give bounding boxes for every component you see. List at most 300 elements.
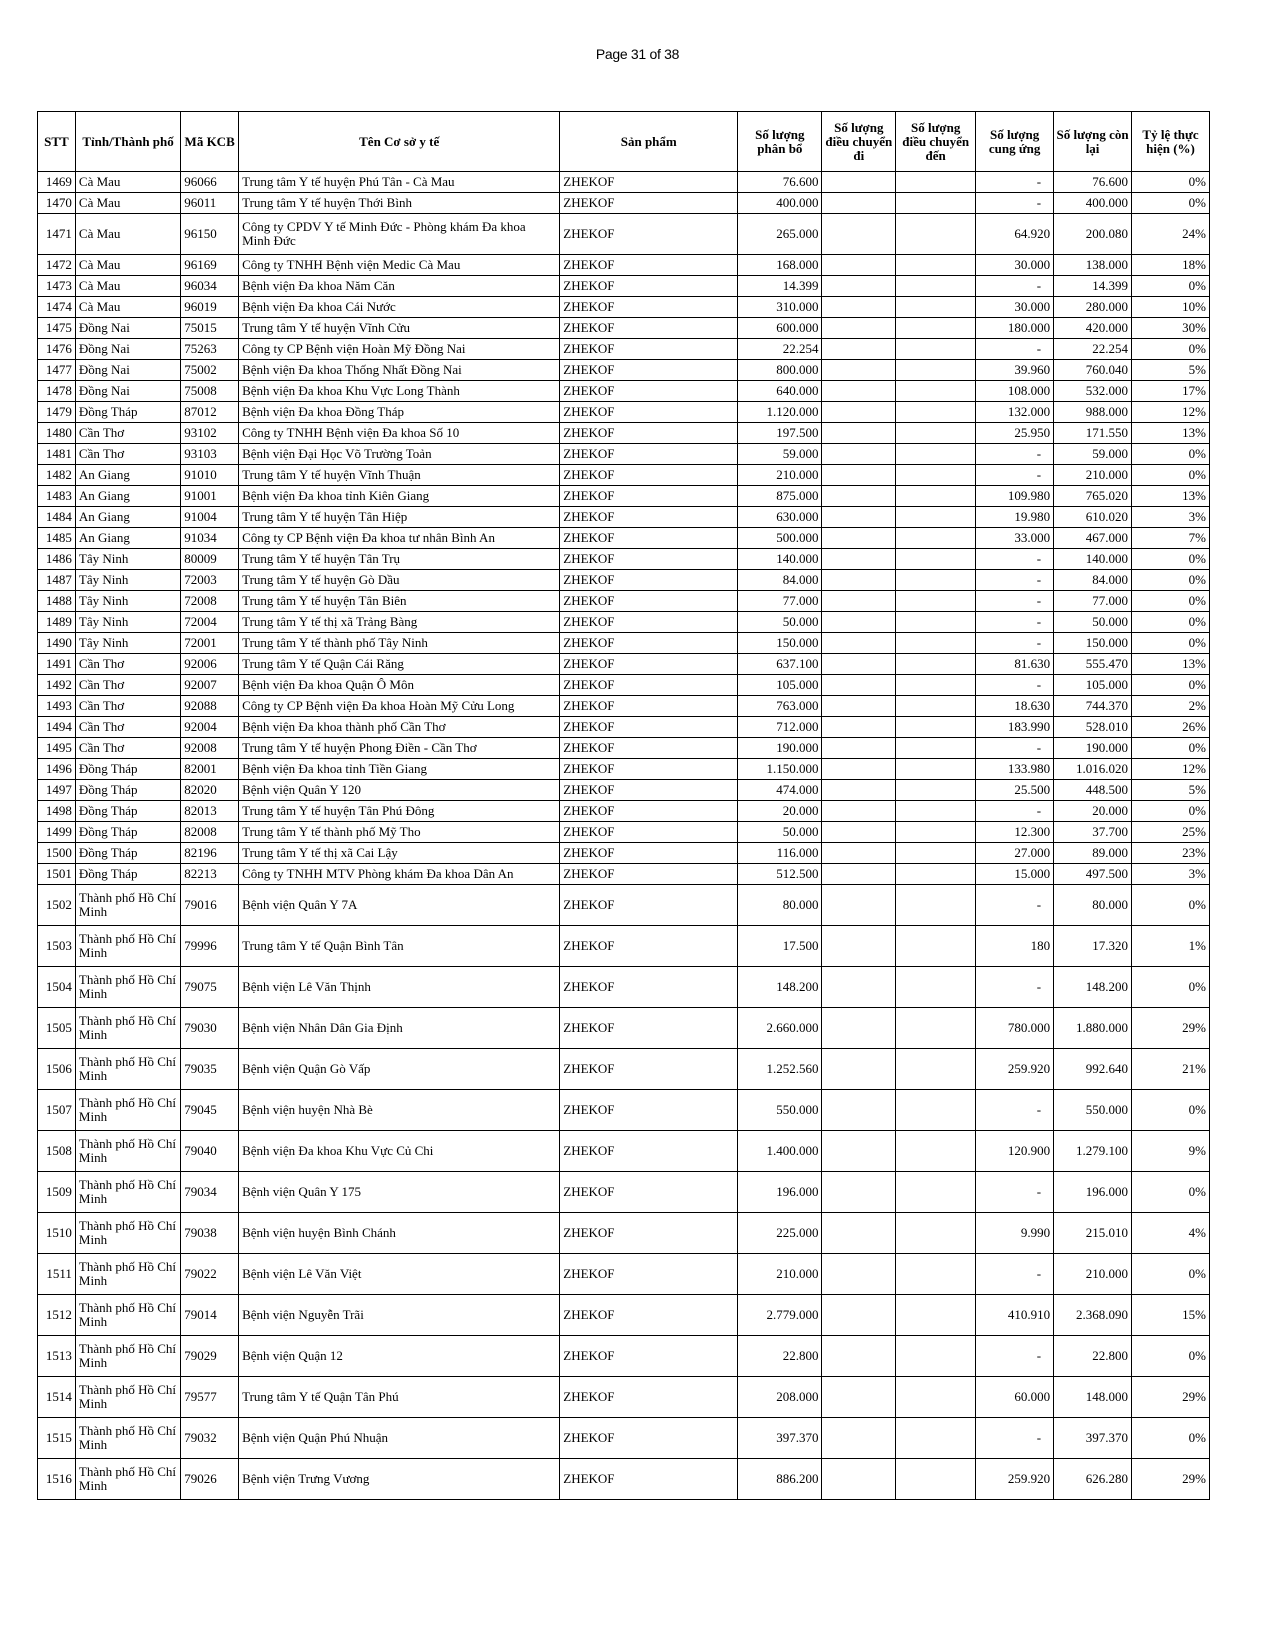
cell-remaining: 397.370 bbox=[1054, 1418, 1132, 1459]
cell-rate: 7% bbox=[1132, 528, 1210, 549]
cell-stt: 1511 bbox=[38, 1254, 76, 1295]
cell-transfer-in bbox=[896, 1213, 976, 1254]
cell-allocated: 225.000 bbox=[738, 1213, 822, 1254]
cell-transfer-in bbox=[896, 465, 976, 486]
cell-product: ZHEKOF bbox=[560, 444, 738, 465]
table-row bbox=[38, 528, 1210, 549]
cell-facility: Trung tâm Y tế thành phố Tây Ninh bbox=[239, 633, 560, 654]
cell-transfer-out bbox=[822, 528, 896, 549]
table-row bbox=[38, 612, 1210, 633]
cell-stt: 1470 bbox=[38, 193, 76, 214]
cell-stt: 1500 bbox=[38, 843, 76, 864]
cell-supplied: 30.000 bbox=[976, 297, 1054, 318]
table-row bbox=[38, 696, 1210, 717]
cell-product: ZHEKOF bbox=[560, 255, 738, 276]
cell-remaining: 1.880.000 bbox=[1054, 1008, 1132, 1049]
cell-rate: 24% bbox=[1132, 214, 1210, 255]
table-row bbox=[38, 549, 1210, 570]
cell-allocated: 1.120.000 bbox=[738, 402, 822, 423]
cell-transfer-out bbox=[822, 696, 896, 717]
cell-transfer-in bbox=[896, 1008, 976, 1049]
cell-stt: 1488 bbox=[38, 591, 76, 612]
cell-stt: 1478 bbox=[38, 381, 76, 402]
cell-transfer-out bbox=[822, 717, 896, 738]
cell-allocated: 637.100 bbox=[738, 654, 822, 675]
cell-product: ZHEKOF bbox=[560, 423, 738, 444]
cell-province: Thành phố Hồ Chí Minh bbox=[75, 1172, 180, 1213]
table-row bbox=[38, 570, 1210, 591]
cell-province: Đồng Nai bbox=[75, 318, 180, 339]
cell-facility: Bệnh viện Đa khoa Năm Căn bbox=[239, 276, 560, 297]
cell-product: ZHEKOF bbox=[560, 675, 738, 696]
cell-stt: 1514 bbox=[38, 1377, 76, 1418]
cell-province: Tây Ninh bbox=[75, 591, 180, 612]
cell-stt: 1484 bbox=[38, 507, 76, 528]
cell-stt: 1473 bbox=[38, 276, 76, 297]
cell-remaining: 84.000 bbox=[1054, 570, 1132, 591]
cell-facility: Bệnh viện Đa khoa Thống Nhất Đồng Nai bbox=[239, 360, 560, 381]
cell-stt: 1493 bbox=[38, 696, 76, 717]
cell-allocated: 800.000 bbox=[738, 360, 822, 381]
table-row bbox=[38, 1336, 1210, 1377]
cell-transfer-in bbox=[896, 1049, 976, 1090]
cell-stt: 1502 bbox=[38, 885, 76, 926]
cell-transfer-out bbox=[822, 549, 896, 570]
table-row bbox=[38, 486, 1210, 507]
cell-province: Tây Ninh bbox=[75, 612, 180, 633]
cell-remaining: 555.470 bbox=[1054, 654, 1132, 675]
cell-code: 82020 bbox=[181, 780, 239, 801]
cell-allocated: 148.200 bbox=[738, 967, 822, 1008]
cell-code: 79014 bbox=[181, 1295, 239, 1336]
cell-province: An Giang bbox=[75, 486, 180, 507]
cell-supplied: 25.500 bbox=[976, 780, 1054, 801]
cell-remaining: 765.020 bbox=[1054, 486, 1132, 507]
cell-rate: 29% bbox=[1132, 1008, 1210, 1049]
cell-stt: 1497 bbox=[38, 780, 76, 801]
table-row bbox=[38, 1213, 1210, 1254]
cell-facility: Bệnh viện Quân Y 175 bbox=[239, 1172, 560, 1213]
table-row bbox=[38, 843, 1210, 864]
cell-transfer-out bbox=[822, 1336, 896, 1377]
cell-product: ZHEKOF bbox=[560, 1377, 738, 1418]
cell-rate: 9% bbox=[1132, 1131, 1210, 1172]
cell-remaining: 420.000 bbox=[1054, 318, 1132, 339]
cell-transfer-out bbox=[822, 507, 896, 528]
cell-allocated: 2.660.000 bbox=[738, 1008, 822, 1049]
cell-remaining: 1.279.100 bbox=[1054, 1131, 1132, 1172]
cell-transfer-in bbox=[896, 276, 976, 297]
cell-rate: 0% bbox=[1132, 339, 1210, 360]
cell-facility: Bệnh viện Đa khoa Cái Nước bbox=[239, 297, 560, 318]
cell-supplied: 132.000 bbox=[976, 402, 1054, 423]
cell-supplied: 18.630 bbox=[976, 696, 1054, 717]
cell-allocated: 210.000 bbox=[738, 465, 822, 486]
cell-code: 96066 bbox=[181, 172, 239, 193]
cell-rate: 0% bbox=[1132, 1172, 1210, 1213]
cell-facility: Trung tâm Y tế huyện Gò Dầu bbox=[239, 570, 560, 591]
cell-remaining: 76.600 bbox=[1054, 172, 1132, 193]
cell-transfer-in bbox=[896, 654, 976, 675]
cell-supplied: 259.920 bbox=[976, 1459, 1054, 1500]
cell-transfer-in bbox=[896, 214, 976, 255]
table-row bbox=[38, 801, 1210, 822]
cell-transfer-out bbox=[822, 193, 896, 214]
cell-code: 79035 bbox=[181, 1049, 239, 1090]
cell-province: Đồng Nai bbox=[75, 381, 180, 402]
cell-transfer-in bbox=[896, 381, 976, 402]
cell-province: Thành phố Hồ Chí Minh bbox=[75, 1254, 180, 1295]
cell-product: ZHEKOF bbox=[560, 507, 738, 528]
cell-supplied: - bbox=[976, 1336, 1054, 1377]
cell-code: 79040 bbox=[181, 1131, 239, 1172]
cell-product: ZHEKOF bbox=[560, 633, 738, 654]
cell-province: Thành phố Hồ Chí Minh bbox=[75, 1336, 180, 1377]
cell-code: 87012 bbox=[181, 402, 239, 423]
cell-province: Cần Thơ bbox=[75, 675, 180, 696]
cell-transfer-out bbox=[822, 360, 896, 381]
cell-product: ZHEKOF bbox=[560, 1295, 738, 1336]
cell-stt: 1513 bbox=[38, 1336, 76, 1377]
cell-remaining: 400.000 bbox=[1054, 193, 1132, 214]
cell-code: 82013 bbox=[181, 801, 239, 822]
cell-transfer-in bbox=[896, 402, 976, 423]
cell-code: 75263 bbox=[181, 339, 239, 360]
cell-rate: 0% bbox=[1132, 465, 1210, 486]
cell-province: Cà Mau bbox=[75, 255, 180, 276]
header-transfer-in: Số lượng điều chuyển đến bbox=[896, 112, 976, 172]
table-row bbox=[38, 214, 1210, 255]
cell-transfer-out bbox=[822, 926, 896, 967]
cell-province: Đồng Tháp bbox=[75, 402, 180, 423]
cell-supplied: 15.000 bbox=[976, 864, 1054, 885]
cell-transfer-in bbox=[896, 549, 976, 570]
table-row bbox=[38, 1049, 1210, 1090]
cell-rate: 0% bbox=[1132, 1090, 1210, 1131]
cell-product: ZHEKOF bbox=[560, 172, 738, 193]
cell-code: 91034 bbox=[181, 528, 239, 549]
cell-rate: 0% bbox=[1132, 1418, 1210, 1459]
cell-province: Cà Mau bbox=[75, 214, 180, 255]
cell-allocated: 310.000 bbox=[738, 297, 822, 318]
cell-transfer-out bbox=[822, 255, 896, 276]
cell-transfer-out bbox=[822, 570, 896, 591]
cell-supplied: 27.000 bbox=[976, 843, 1054, 864]
cell-rate: 0% bbox=[1132, 1254, 1210, 1295]
cell-stt: 1504 bbox=[38, 967, 76, 1008]
cell-code: 79045 bbox=[181, 1090, 239, 1131]
cell-product: ZHEKOF bbox=[560, 780, 738, 801]
cell-allocated: 50.000 bbox=[738, 612, 822, 633]
cell-transfer-out bbox=[822, 486, 896, 507]
cell-remaining: 532.000 bbox=[1054, 381, 1132, 402]
cell-transfer-in bbox=[896, 612, 976, 633]
cell-remaining: 171.550 bbox=[1054, 423, 1132, 444]
cell-province: An Giang bbox=[75, 528, 180, 549]
cell-rate: 30% bbox=[1132, 318, 1210, 339]
cell-facility: Trung tâm Y tế thị xã Trảng Bàng bbox=[239, 612, 560, 633]
table-row bbox=[38, 193, 1210, 214]
cell-province: Thành phố Hồ Chí Minh bbox=[75, 967, 180, 1008]
cell-facility: Công ty CPDV Y tế Minh Đức - Phòng khám Đa khoa Minh Đức bbox=[239, 214, 560, 255]
cell-supplied: 180 bbox=[976, 926, 1054, 967]
cell-supplied: - bbox=[976, 465, 1054, 486]
cell-product: ZHEKOF bbox=[560, 193, 738, 214]
cell-supplied: - bbox=[976, 339, 1054, 360]
cell-supplied: 780.000 bbox=[976, 1008, 1054, 1049]
cell-transfer-in bbox=[896, 255, 976, 276]
cell-province: Thành phố Hồ Chí Minh bbox=[75, 1295, 180, 1336]
cell-remaining: 497.500 bbox=[1054, 864, 1132, 885]
cell-supplied: 12.300 bbox=[976, 822, 1054, 843]
cell-product: ZHEKOF bbox=[560, 339, 738, 360]
cell-facility: Bệnh viện Đa khoa tỉnh Kiên Giang bbox=[239, 486, 560, 507]
cell-remaining: 1.016.020 bbox=[1054, 759, 1132, 780]
cell-transfer-in bbox=[896, 1172, 976, 1213]
cell-facility: Trung tâm Y tế Quận Bình Tân bbox=[239, 926, 560, 967]
cell-remaining: 17.320 bbox=[1054, 926, 1132, 967]
cell-allocated: 17.500 bbox=[738, 926, 822, 967]
cell-stt: 1472 bbox=[38, 255, 76, 276]
cell-code: 75015 bbox=[181, 318, 239, 339]
cell-rate: 12% bbox=[1132, 402, 1210, 423]
cell-facility: Công ty TNHH Bệnh viện Đa khoa Số 10 bbox=[239, 423, 560, 444]
cell-province: Tây Ninh bbox=[75, 549, 180, 570]
cell-province: Thành phố Hồ Chí Minh bbox=[75, 1377, 180, 1418]
cell-code: 91004 bbox=[181, 507, 239, 528]
cell-transfer-out bbox=[822, 885, 896, 926]
cell-allocated: 1.400.000 bbox=[738, 1131, 822, 1172]
cell-code: 96011 bbox=[181, 193, 239, 214]
cell-rate: 1% bbox=[1132, 926, 1210, 967]
cell-stt: 1471 bbox=[38, 214, 76, 255]
cell-code: 79075 bbox=[181, 967, 239, 1008]
cell-remaining: 528.010 bbox=[1054, 717, 1132, 738]
cell-code: 79016 bbox=[181, 885, 239, 926]
table-row bbox=[38, 1172, 1210, 1213]
cell-allocated: 168.000 bbox=[738, 255, 822, 276]
cell-product: ZHEKOF bbox=[560, 926, 738, 967]
cell-transfer-in bbox=[896, 801, 976, 822]
cell-allocated: 474.000 bbox=[738, 780, 822, 801]
cell-rate: 0% bbox=[1132, 570, 1210, 591]
cell-stt: 1476 bbox=[38, 339, 76, 360]
cell-allocated: 210.000 bbox=[738, 1254, 822, 1295]
cell-stt: 1498 bbox=[38, 801, 76, 822]
table-body bbox=[38, 172, 1210, 1500]
cell-remaining: 210.000 bbox=[1054, 465, 1132, 486]
cell-transfer-in bbox=[896, 339, 976, 360]
cell-product: ZHEKOF bbox=[560, 1008, 738, 1049]
cell-rate: 23% bbox=[1132, 843, 1210, 864]
cell-product: ZHEKOF bbox=[560, 1418, 738, 1459]
page-number-header: Page 31 of 38 bbox=[595, 46, 680, 62]
cell-rate: 0% bbox=[1132, 1336, 1210, 1377]
cell-code: 72004 bbox=[181, 612, 239, 633]
cell-transfer-in bbox=[896, 1254, 976, 1295]
cell-transfer-in bbox=[896, 926, 976, 967]
cell-facility: Trung tâm Y tế Quận Tân Phú bbox=[239, 1377, 560, 1418]
cell-transfer-out bbox=[822, 381, 896, 402]
cell-remaining: 626.280 bbox=[1054, 1459, 1132, 1500]
cell-code: 93103 bbox=[181, 444, 239, 465]
cell-code: 75008 bbox=[181, 381, 239, 402]
cell-stt: 1479 bbox=[38, 402, 76, 423]
cell-province: Thành phố Hồ Chí Minh bbox=[75, 1008, 180, 1049]
cell-code: 80009 bbox=[181, 549, 239, 570]
cell-rate: 12% bbox=[1132, 759, 1210, 780]
cell-supplied: - bbox=[976, 570, 1054, 591]
cell-rate: 29% bbox=[1132, 1377, 1210, 1418]
cell-remaining: 89.000 bbox=[1054, 843, 1132, 864]
cell-transfer-out bbox=[822, 276, 896, 297]
cell-supplied: 64.920 bbox=[976, 214, 1054, 255]
cell-supplied: - bbox=[976, 1090, 1054, 1131]
cell-province: Thành phố Hồ Chí Minh bbox=[75, 1090, 180, 1131]
cell-remaining: 210.000 bbox=[1054, 1254, 1132, 1295]
table-row bbox=[38, 780, 1210, 801]
cell-code: 92004 bbox=[181, 717, 239, 738]
cell-transfer-out bbox=[822, 780, 896, 801]
cell-code: 96169 bbox=[181, 255, 239, 276]
cell-province: Đồng Tháp bbox=[75, 822, 180, 843]
cell-stt: 1510 bbox=[38, 1213, 76, 1254]
cell-allocated: 512.500 bbox=[738, 864, 822, 885]
cell-facility: Bệnh viện Đại Học Võ Trường Toản bbox=[239, 444, 560, 465]
cell-product: ZHEKOF bbox=[560, 1336, 738, 1377]
cell-product: ZHEKOF bbox=[560, 612, 738, 633]
cell-transfer-in bbox=[896, 591, 976, 612]
cell-stt: 1490 bbox=[38, 633, 76, 654]
cell-facility: Bệnh viện Quận 12 bbox=[239, 1336, 560, 1377]
cell-supplied: 81.630 bbox=[976, 654, 1054, 675]
cell-transfer-in bbox=[896, 193, 976, 214]
cell-facility: Bệnh viện Đa khoa thành phố Cần Thơ bbox=[239, 717, 560, 738]
cell-code: 82213 bbox=[181, 864, 239, 885]
cell-transfer-out bbox=[822, 759, 896, 780]
cell-stt: 1516 bbox=[38, 1459, 76, 1500]
cell-supplied: - bbox=[976, 801, 1054, 822]
cell-transfer-out bbox=[822, 1254, 896, 1295]
cell-product: ZHEKOF bbox=[560, 276, 738, 297]
cell-transfer-out bbox=[822, 214, 896, 255]
table-row bbox=[38, 381, 1210, 402]
cell-code: 96019 bbox=[181, 297, 239, 318]
cell-facility: Bệnh viện Đa khoa Khu Vực Long Thành bbox=[239, 381, 560, 402]
cell-transfer-out bbox=[822, 1172, 896, 1213]
cell-product: ZHEKOF bbox=[560, 843, 738, 864]
cell-transfer-in bbox=[896, 717, 976, 738]
cell-rate: 0% bbox=[1132, 444, 1210, 465]
cell-transfer-out bbox=[822, 423, 896, 444]
cell-facility: Bệnh viện Quân Y 120 bbox=[239, 780, 560, 801]
cell-province: Cần Thơ bbox=[75, 654, 180, 675]
cell-transfer-out bbox=[822, 801, 896, 822]
cell-allocated: 105.000 bbox=[738, 675, 822, 696]
cell-rate: 0% bbox=[1132, 172, 1210, 193]
cell-stt: 1494 bbox=[38, 717, 76, 738]
cell-rate: 13% bbox=[1132, 654, 1210, 675]
cell-supplied: - bbox=[976, 193, 1054, 214]
cell-supplied: 19.980 bbox=[976, 507, 1054, 528]
cell-transfer-out bbox=[822, 1213, 896, 1254]
cell-supplied: 410.910 bbox=[976, 1295, 1054, 1336]
table-row bbox=[38, 318, 1210, 339]
cell-rate: 0% bbox=[1132, 967, 1210, 1008]
cell-stt: 1505 bbox=[38, 1008, 76, 1049]
cell-facility: Bệnh viện Lê Văn Việt bbox=[239, 1254, 560, 1295]
cell-rate: 3% bbox=[1132, 864, 1210, 885]
cell-province: Cà Mau bbox=[75, 297, 180, 318]
cell-transfer-out bbox=[822, 1090, 896, 1131]
cell-stt: 1485 bbox=[38, 528, 76, 549]
cell-rate: 0% bbox=[1132, 633, 1210, 654]
cell-province: Tây Ninh bbox=[75, 570, 180, 591]
cell-transfer-out bbox=[822, 1008, 896, 1049]
cell-product: ZHEKOF bbox=[560, 1459, 738, 1500]
cell-remaining: 50.000 bbox=[1054, 612, 1132, 633]
cell-remaining: 448.500 bbox=[1054, 780, 1132, 801]
cell-allocated: 400.000 bbox=[738, 193, 822, 214]
cell-stt: 1489 bbox=[38, 612, 76, 633]
cell-allocated: 22.800 bbox=[738, 1336, 822, 1377]
header-product: Sản phẩm bbox=[560, 112, 738, 172]
cell-facility: Bệnh viện Quận Phú Nhuận bbox=[239, 1418, 560, 1459]
cell-province: Thành phố Hồ Chí Minh bbox=[75, 885, 180, 926]
cell-product: ZHEKOF bbox=[560, 297, 738, 318]
cell-province: Đồng Tháp bbox=[75, 801, 180, 822]
cell-province: Đồng Tháp bbox=[75, 843, 180, 864]
cell-supplied: 180.000 bbox=[976, 318, 1054, 339]
table-header-row bbox=[38, 112, 1210, 172]
cell-allocated: 397.370 bbox=[738, 1418, 822, 1459]
cell-facility: Trung tâm Y tế Quận Cái Răng bbox=[239, 654, 560, 675]
cell-remaining: 760.040 bbox=[1054, 360, 1132, 381]
cell-supplied: 33.000 bbox=[976, 528, 1054, 549]
cell-stt: 1503 bbox=[38, 926, 76, 967]
cell-transfer-in bbox=[896, 696, 976, 717]
cell-remaining: 22.800 bbox=[1054, 1336, 1132, 1377]
cell-facility: Trung tâm Y tế huyện Thới Bình bbox=[239, 193, 560, 214]
cell-transfer-in bbox=[896, 486, 976, 507]
cell-transfer-in bbox=[896, 738, 976, 759]
cell-stt: 1475 bbox=[38, 318, 76, 339]
cell-transfer-out bbox=[822, 297, 896, 318]
cell-supplied: 60.000 bbox=[976, 1377, 1054, 1418]
cell-product: ZHEKOF bbox=[560, 801, 738, 822]
cell-supplied: 183.990 bbox=[976, 717, 1054, 738]
cell-province: Đồng Tháp bbox=[75, 864, 180, 885]
cell-product: ZHEKOF bbox=[560, 1131, 738, 1172]
cell-transfer-in bbox=[896, 864, 976, 885]
cell-supplied: 9.990 bbox=[976, 1213, 1054, 1254]
cell-allocated: 116.000 bbox=[738, 843, 822, 864]
cell-allocated: 600.000 bbox=[738, 318, 822, 339]
cell-rate: 4% bbox=[1132, 1213, 1210, 1254]
cell-province: Đồng Nai bbox=[75, 339, 180, 360]
cell-rate: 0% bbox=[1132, 675, 1210, 696]
allocation-table bbox=[37, 111, 1210, 1500]
cell-stt: 1486 bbox=[38, 549, 76, 570]
table-row bbox=[38, 423, 1210, 444]
cell-transfer-in bbox=[896, 172, 976, 193]
cell-transfer-in bbox=[896, 1131, 976, 1172]
cell-allocated: 712.000 bbox=[738, 717, 822, 738]
cell-transfer-in bbox=[896, 444, 976, 465]
cell-code: 79038 bbox=[181, 1213, 239, 1254]
cell-product: ZHEKOF bbox=[560, 318, 738, 339]
cell-province: Đồng Tháp bbox=[75, 759, 180, 780]
